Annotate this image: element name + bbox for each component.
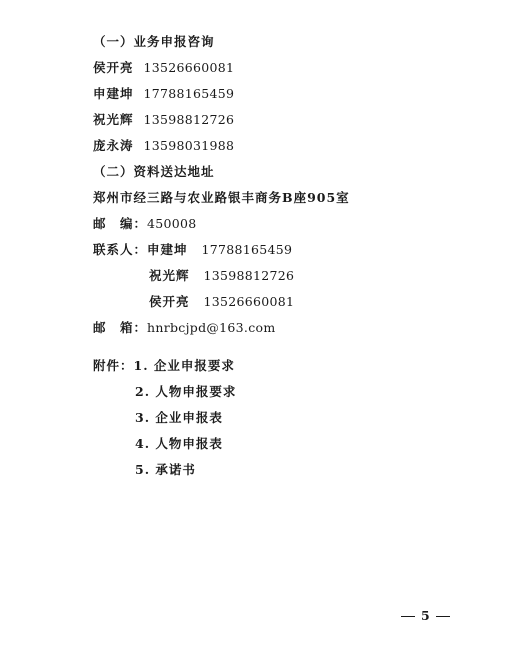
contact-name: 申建坤 <box>147 242 188 257</box>
contact-phone: 13526660081 <box>143 60 235 75</box>
contact-phone: 13526660081 <box>203 294 295 309</box>
page-footer <box>395 608 456 624</box>
submission-contact-row <box>93 242 292 258</box>
email-link[interactable]: hnrbcjpd@163.com <box>147 320 276 335</box>
attachment-item: 5. 承诺书 <box>135 462 196 477</box>
contact-phone: 13598812726 <box>203 268 295 283</box>
consult-contact-row <box>93 112 234 128</box>
contact-phone: 17788165459 <box>201 242 293 257</box>
contact-phone: 13598812726 <box>143 112 235 127</box>
submission-heading: （二）资料送达地址 <box>93 164 215 179</box>
attachment-item: 3. 企业申报表 <box>135 410 223 425</box>
page-number: 5 <box>421 608 430 623</box>
attachment-row <box>93 358 235 374</box>
submission-address: 郑州市经三路与农业路银丰商务B座905室 <box>93 190 350 205</box>
consult-heading: （一）业务申报咨询 <box>93 34 215 49</box>
attachment-item: 4. 人物申报表 <box>135 436 223 451</box>
contact-name: 侯开亮 <box>93 60 134 75</box>
contact-name: 祝光辉 <box>149 268 190 283</box>
submission-contact-row <box>149 294 294 310</box>
postcode-label: 邮 编： <box>93 216 148 231</box>
submission-contact-row <box>149 268 294 284</box>
footer-dash <box>401 616 415 617</box>
email-row <box>93 320 276 336</box>
contact-phone: 13598031988 <box>143 138 235 153</box>
postcode-row <box>93 216 197 232</box>
contact-name: 庞永涛 <box>93 138 134 153</box>
footer-dash <box>436 616 450 617</box>
postcode-value: 450008 <box>147 216 197 231</box>
email-label: 邮 箱： <box>93 320 148 335</box>
attachment-item: 1. 企业申报要求 <box>133 358 235 373</box>
consult-contact-row <box>93 60 234 76</box>
contact-label: 联系人： <box>93 242 148 257</box>
contact-name: 申建坤 <box>93 86 134 101</box>
consult-contact-row <box>93 86 234 102</box>
consult-contact-row <box>93 138 234 154</box>
contact-name: 侯开亮 <box>149 294 190 309</box>
contact-name: 祝光辉 <box>93 112 134 127</box>
attachments-label: 附件： <box>93 358 134 373</box>
contact-phone: 17788165459 <box>143 86 235 101</box>
attachment-item: 2. 人物申报要求 <box>135 384 237 399</box>
